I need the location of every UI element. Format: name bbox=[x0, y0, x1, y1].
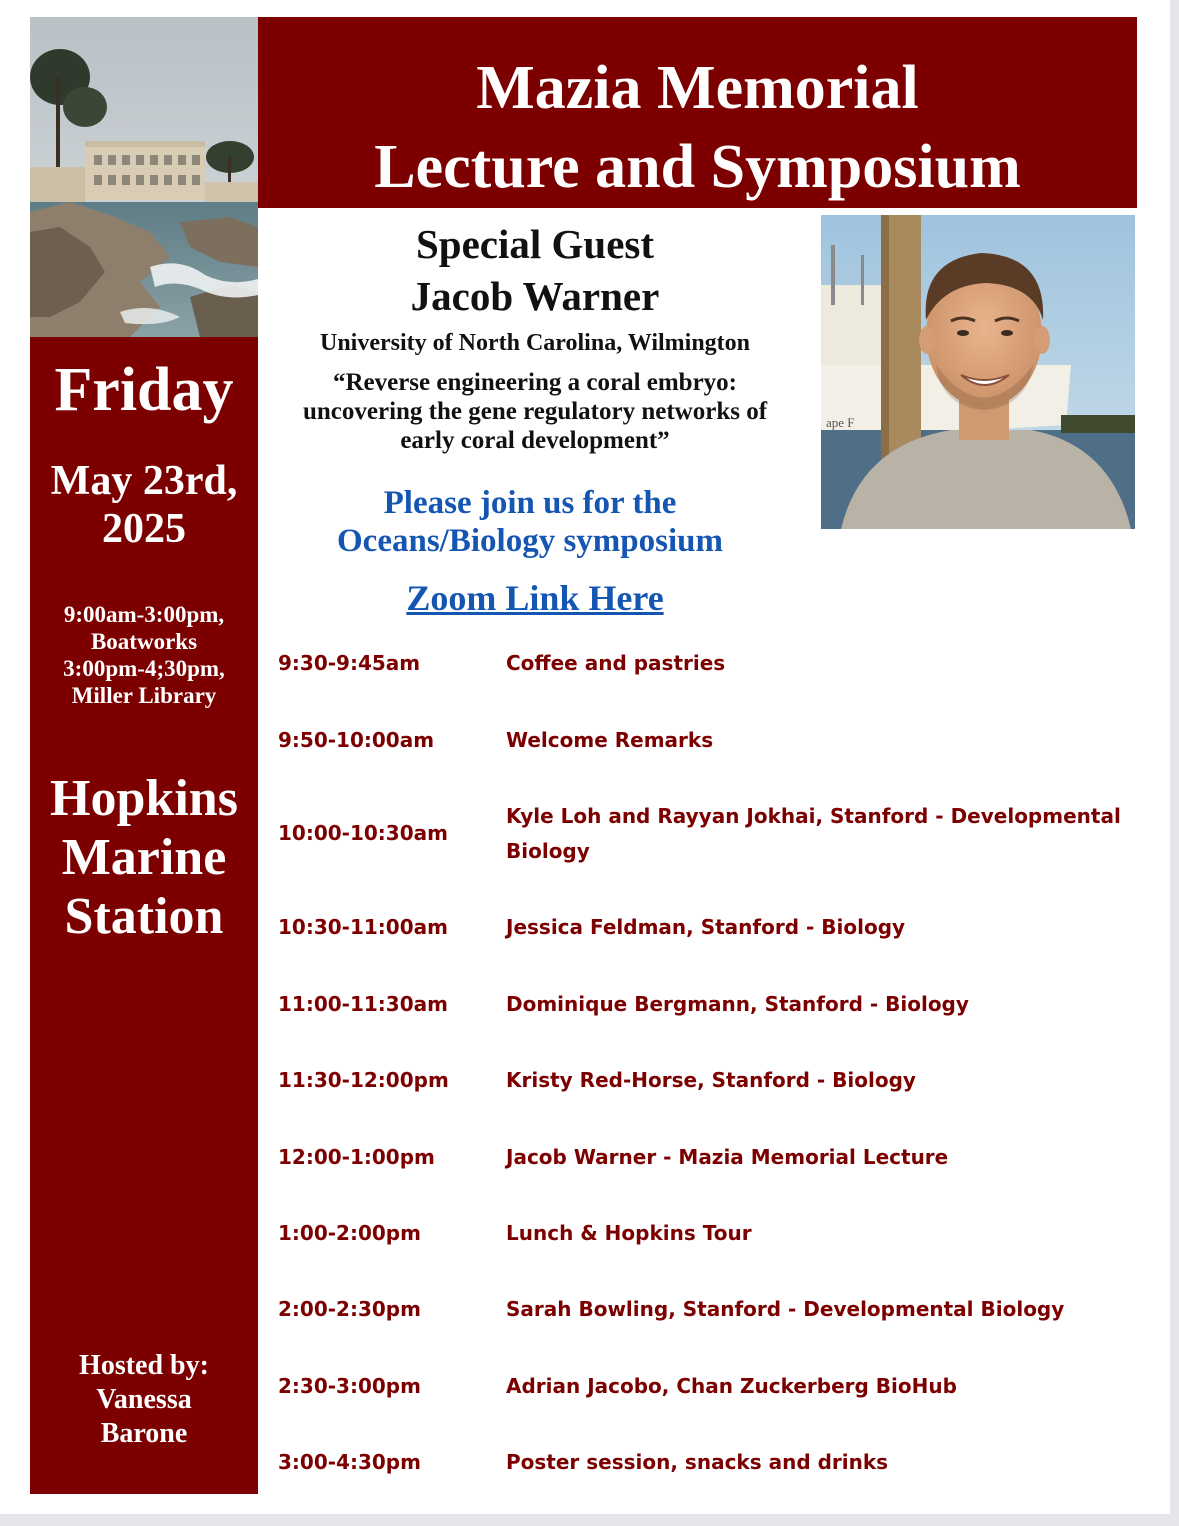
schedule-time: 12:00-1:00pm bbox=[278, 1145, 435, 1169]
schedule-event: Dominique Bergmann, Stanford - Biology bbox=[506, 992, 969, 1016]
guest-heading bbox=[270, 218, 800, 322]
event-date-line2: 2025 bbox=[102, 506, 186, 552]
schedule-event: Coffee and pastries bbox=[506, 651, 726, 675]
talk-title-line: “Reverse engineering a coral embryo: bbox=[332, 369, 738, 396]
schedule-event: Poster session, snacks and drinks bbox=[506, 1450, 889, 1474]
event-time-line: 9:00am-3:00pm, bbox=[63, 602, 225, 627]
page-shadow-right bbox=[1170, 0, 1179, 1526]
host-line: Hosted by: bbox=[79, 1350, 209, 1381]
event-date-line1: May 23rd, bbox=[50, 458, 238, 504]
page-title-line2: Lecture and Symposium bbox=[374, 133, 1021, 201]
host-line: Vanessa bbox=[96, 1384, 192, 1415]
schedule-time: 10:30-11:00am bbox=[278, 915, 448, 939]
zoom-link[interactable]: Zoom Link Here bbox=[406, 578, 664, 618]
talk-title-line: early coral development” bbox=[400, 427, 670, 454]
schedule-event: Jessica Feldman, Stanford - Biology bbox=[506, 915, 906, 939]
event-venue bbox=[30, 769, 258, 946]
schedule-time: 3:00-4:30pm bbox=[278, 1450, 421, 1474]
schedule-time: 10:00-10:30am bbox=[278, 821, 448, 845]
guest-heading-line1: Special Guest bbox=[415, 221, 655, 267]
schedule-time: 9:50-10:00am bbox=[278, 728, 435, 752]
join-invitation bbox=[270, 484, 790, 560]
venue-line: Hopkins bbox=[50, 770, 238, 827]
svg-text:ape F: ape F bbox=[826, 415, 855, 430]
join-line2: Oceans/Biology symposium bbox=[337, 523, 723, 559]
schedule-event: Kyle Loh and Rayyan Jokhai, Stanford - Developmental Biology bbox=[506, 804, 1121, 863]
guest-portrait-photo bbox=[821, 215, 1135, 529]
guest-affiliation: University of North Carolina, Wilmington bbox=[319, 330, 751, 356]
event-time-line: Miller Library bbox=[71, 683, 217, 708]
schedule-time: 11:30-12:00pm bbox=[278, 1068, 449, 1092]
schedule-event: Welcome Remarks bbox=[506, 728, 714, 752]
host-line: Barone bbox=[100, 1418, 188, 1449]
talk-title bbox=[270, 368, 800, 455]
event-time-line: 3:00pm-4;30pm, bbox=[63, 656, 225, 681]
schedule-event: Lunch & Hopkins Tour bbox=[506, 1221, 752, 1245]
guest-name: Jacob Warner bbox=[410, 273, 660, 319]
special-guest-block bbox=[270, 218, 800, 455]
coastal-station-photo bbox=[30, 17, 258, 337]
schedule-time: 2:30-3:00pm bbox=[278, 1374, 421, 1398]
schedule-time: 2:00-2:30pm bbox=[278, 1297, 421, 1321]
event-date bbox=[30, 457, 258, 553]
page-shadow-bottom bbox=[0, 1514, 1179, 1526]
event-times bbox=[30, 601, 258, 709]
schedule-event: Sarah Bowling, Stanford - Developmental Biology bbox=[506, 1297, 1065, 1321]
schedule-event: Adrian Jacobo, Chan Zuckerberg BioHub bbox=[506, 1374, 957, 1398]
event-host bbox=[30, 1349, 258, 1451]
venue-line: Marine bbox=[61, 829, 227, 886]
schedule-event: Kristy Red-Horse, Stanford - Biology bbox=[506, 1068, 916, 1092]
title-banner bbox=[258, 17, 1137, 208]
join-line1: Please join us for the bbox=[383, 485, 677, 521]
talk-title-line: uncovering the gene regulatory networks of bbox=[302, 398, 768, 425]
event-info-sidebar bbox=[30, 337, 258, 1494]
venue-line: Station bbox=[64, 888, 224, 945]
event-time-line: Boatworks bbox=[90, 629, 198, 654]
schedule-event: Jacob Warner - Mazia Memorial Lecture bbox=[506, 1145, 949, 1169]
event-day: Friday bbox=[54, 356, 234, 424]
schedule-time: 1:00-2:00pm bbox=[278, 1221, 421, 1245]
schedule-time: 9:30-9:45am bbox=[278, 651, 421, 675]
schedule-time: 11:00-11:30am bbox=[278, 992, 448, 1016]
page-title-line1: Mazia Memorial bbox=[476, 54, 919, 122]
